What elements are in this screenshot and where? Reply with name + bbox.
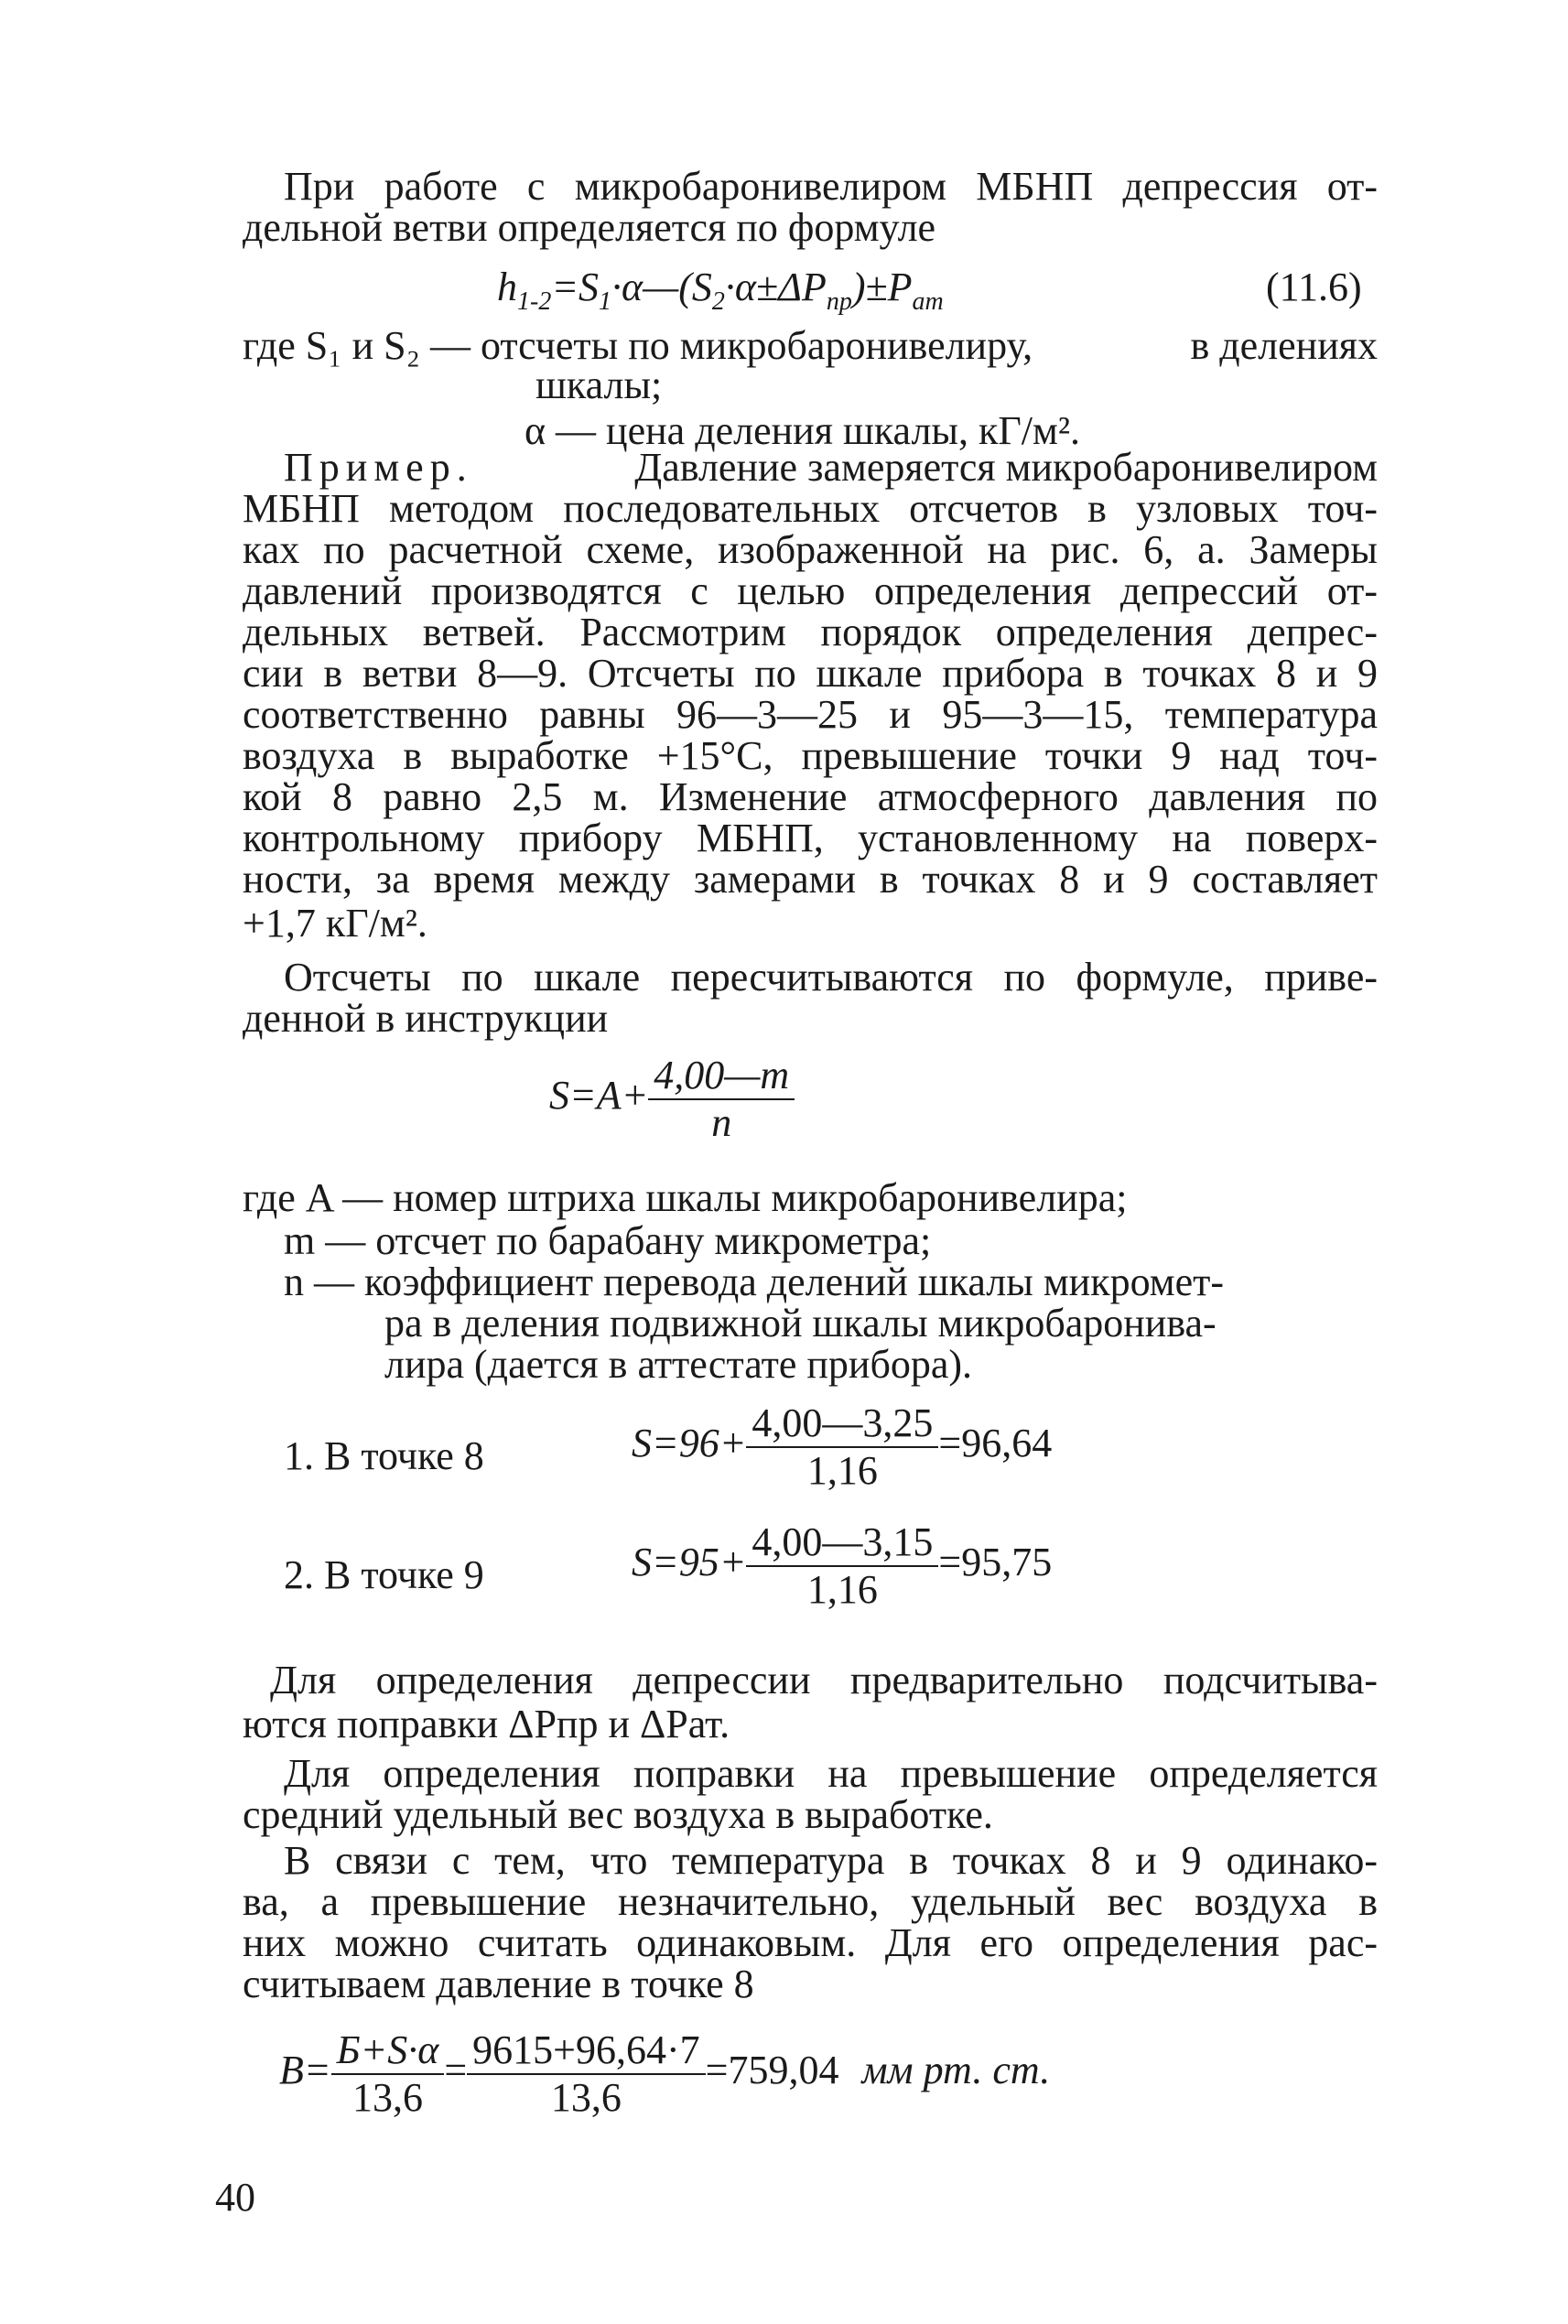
intro-line-1: При работе с микробаронивелиром МБНП депрессия от- — [284, 164, 1378, 209]
calc-1-formula: S=96+ $\frac{4,00—3,25}{1,16}$ =96,64 — [632, 1400, 1053, 1493]
temperature-line-1: В связи с тем, что температура в точках 8 и 9 одинако- — [284, 1838, 1378, 1883]
where2-n-line-3: лира (дается в аттестате прибора). — [384, 1342, 973, 1387]
example-line-4: давлений производятся с целью определения депрессий от- — [243, 568, 1378, 613]
example-line-6: сии в ветви 8—9. Отсчеты по шкале прибора в точках 8 и 9 — [243, 651, 1378, 696]
calc-2-label: 2. В точке 9 — [284, 1552, 484, 1597]
recalc-line-2: денной в инструкции — [243, 996, 609, 1041]
where1-line-3: α — цена деления шкалы, кГ/м². — [524, 408, 1081, 453]
recalc-line-1: Отсчеты по шкале пересчитываются по формуле, приве- — [284, 955, 1378, 1000]
example-line-11: ности, за время между замерами в точках 8 и 9 составляет — [243, 857, 1378, 902]
calc-1-label: 1. В точке 8 — [284, 1433, 484, 1478]
calc-2-formula: S=95+ $\frac{4,00—3,15}{1,16}$ =95,75 — [632, 1519, 1053, 1612]
equation-11-6: $h_{1-2}=S_1\cdot\alpha—(S_2\cdot\alpha\pm\Delta P_{пр})\pm P_{ат}$ — [497, 265, 944, 316]
temperature-line-3: них можно считать одинаковым. Для его определения рас- — [243, 1920, 1378, 1965]
page-number: 40 — [215, 2175, 255, 2220]
example-line-7: соответственно равны 96—3—25 и 95—3—15, температура — [243, 692, 1378, 737]
eq2-denominator: n — [711, 1100, 732, 1145]
where2-a-line: где A — номер штриха шкалы микробаронивелира; — [243, 1175, 1128, 1220]
intro-line-2: дельной ветви определяется по формуле — [243, 205, 936, 250]
example-line-1: Пример. Давление замеряется микробаронивелиром — [284, 445, 1378, 490]
where1-line-2: шкалы; — [535, 362, 663, 407]
corrections-line-2: ются поправки ΔPпр и ΔPат. — [243, 1702, 730, 1746]
excess-line-1: Для определения поправки на превышение определяется — [284, 1751, 1378, 1796]
example-line-3: ках по расчетной схеме, изображенной на рис. 6, а. Замеры — [243, 527, 1378, 572]
example-line-9: кой 8 равно 2,5 м. Изменение атмосферного давления по — [243, 774, 1378, 819]
example-line-8: воздуха в выработке +15°С, превышение точки 9 над точ- — [243, 733, 1378, 778]
temperature-line-2: ва, а превышение незначительно, удельный вес воздуха в — [243, 1879, 1378, 1924]
where2-n-line-2: ра в деления подвижной шкалы микробаронива- — [384, 1301, 1217, 1346]
excess-line-2: средний удельный вес воздуха в выработке. — [243, 1792, 993, 1837]
example-line-5: дельных ветвей. Рассмотрим порядок определения депрес- — [243, 610, 1378, 654]
example-line-12: +1,7 кГ/м². — [243, 901, 427, 946]
corrections-line-1: Для определения депрессии предварительно подсчитыва- — [270, 1658, 1378, 1702]
example-line-10: контрольному прибору МБНП, установленному на поверх- — [243, 816, 1378, 860]
equation-number: (11.6) — [1266, 265, 1362, 309]
where1-line-1: где S₁ и S₂ — отсчеты по микробаронивелиру, в делениях — [243, 323, 1378, 368]
equation-b: B= $\frac{Б+S\cdot\alpha}{13,6}$ = $\frac{9615+96,64\cdot 7}{13,6}$ =759,04 мм рт. ст. — [279, 2027, 1051, 2120]
equation-s-formula: S=A+ $\frac{4,00—m}{n}$ — [549, 1053, 795, 1146]
eq2-numerator: 4,00—m — [648, 1053, 795, 1100]
where2-n-line-1: n — коэффициент перевода делений шкалы микромет- — [284, 1259, 1224, 1304]
where2-m-line: m — отсчет по барабану микрометра; — [284, 1218, 932, 1263]
temperature-line-4: считываем давление в точке 8 — [243, 1962, 754, 2006]
example-label: Пример. — [284, 445, 473, 490]
example-line-2: МБНП методом последовательных отсчетов в узловых точ- — [243, 486, 1378, 531]
